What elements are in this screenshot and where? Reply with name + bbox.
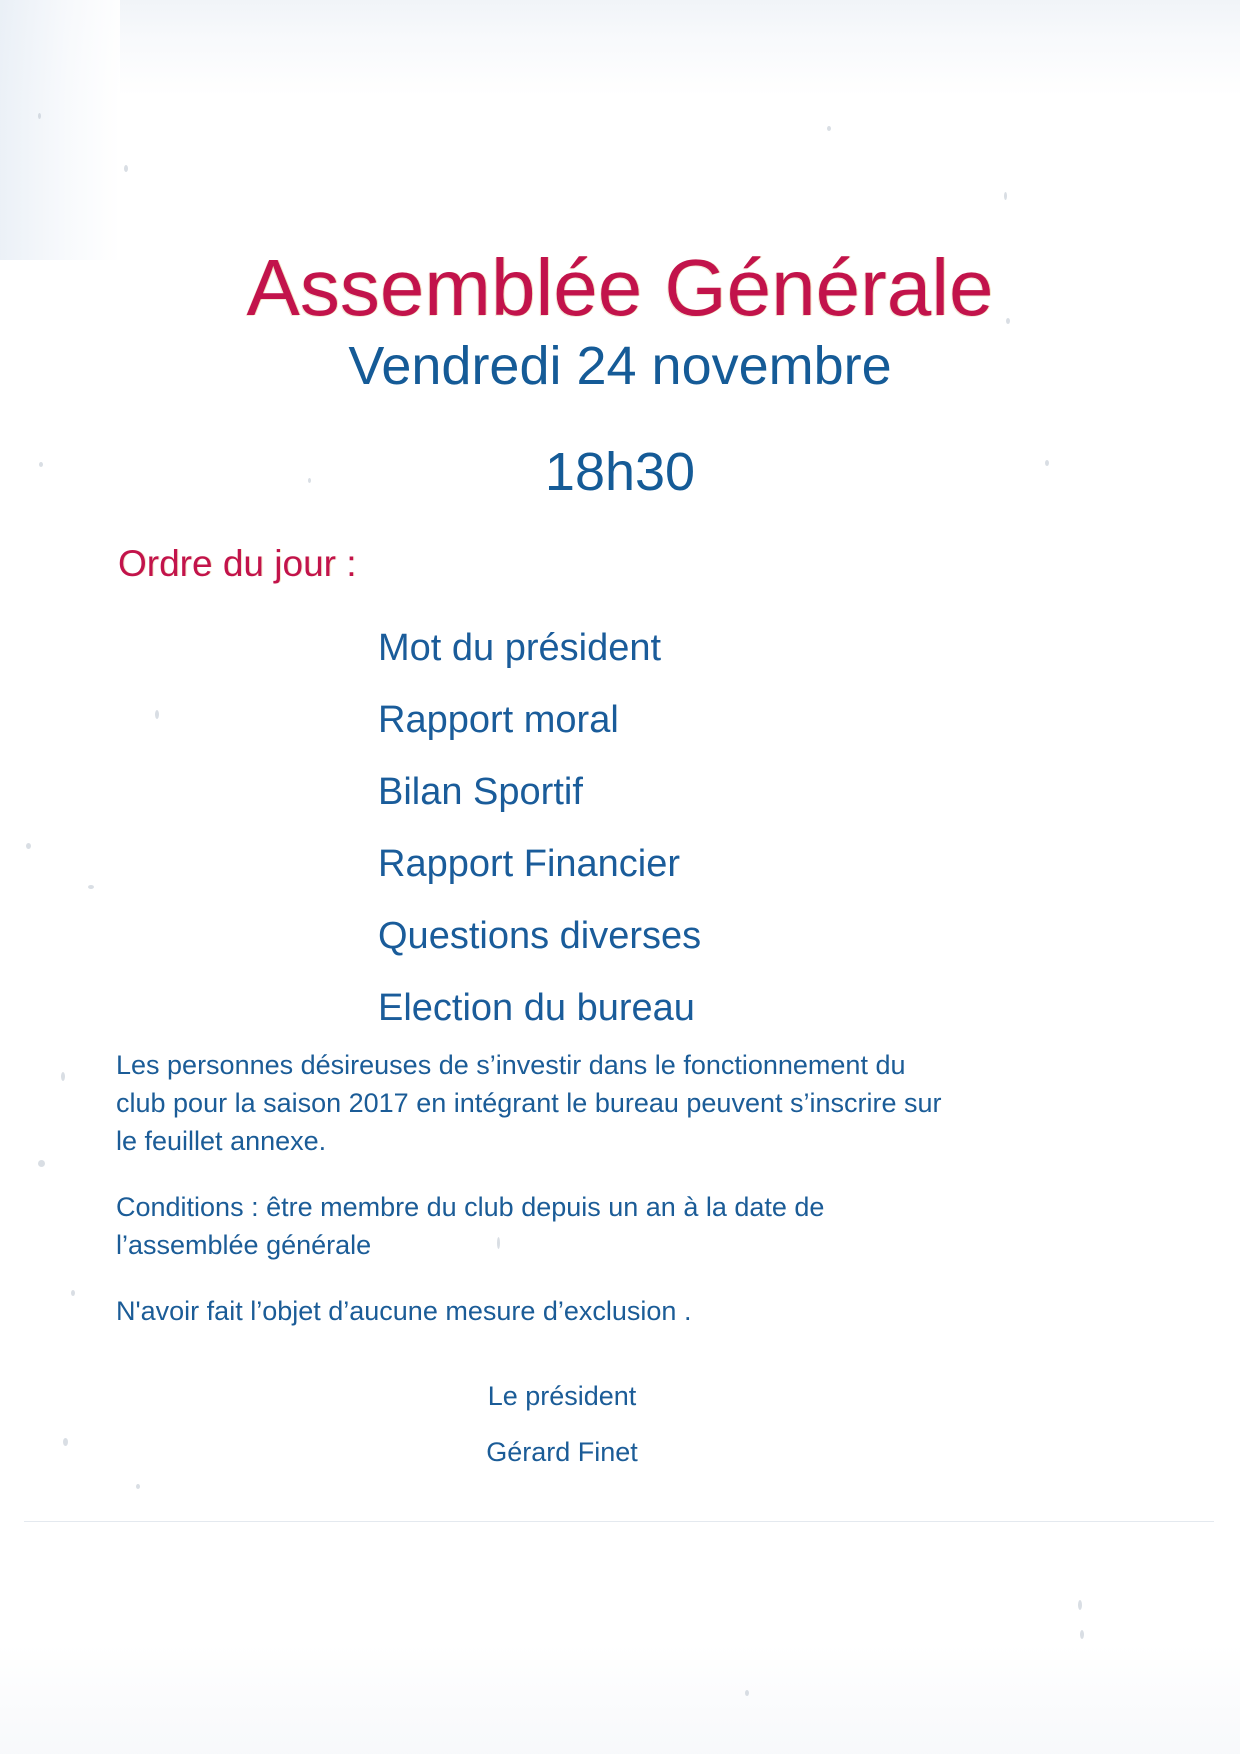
paragraph-conditions: Conditions : être membre du club depuis un an à la date de l’assemblée générale <box>116 1192 825 1260</box>
meeting-date: Vendredi 24 novembre <box>348 336 892 396</box>
signature-name: Gérard Finet <box>486 1437 638 1467</box>
signature-block <box>0 1368 1240 1480</box>
agenda-list <box>378 612 701 1044</box>
agenda-item: Election du bureau <box>378 987 695 1029</box>
agenda-item: Bilan Sportif <box>378 771 583 813</box>
meeting-time: 18h30 <box>544 442 696 502</box>
agenda-item: Rapport moral <box>378 699 619 741</box>
agenda-item: Questions diverses <box>378 915 702 957</box>
signature-role: Le président <box>487 1381 637 1411</box>
agenda-item: Mot du président <box>378 627 662 669</box>
agenda-item: Rapport Financier <box>378 843 681 885</box>
page-title: Assemblée Générale <box>246 242 994 332</box>
paragraph-exclusion: N'avoir fait l’objet d’aucune mesure d’exclusion . <box>116 1296 692 1326</box>
body-text-block <box>116 1046 956 1330</box>
agenda-heading: Ordre du jour : <box>118 543 357 584</box>
paragraph-participation: Les personnes désireuses de s’investir dans le fonctionnement du club pour la saison 2017 en intégrant le bureau peuvent s’inscrire sur le feuillet annexe. <box>116 1050 942 1156</box>
